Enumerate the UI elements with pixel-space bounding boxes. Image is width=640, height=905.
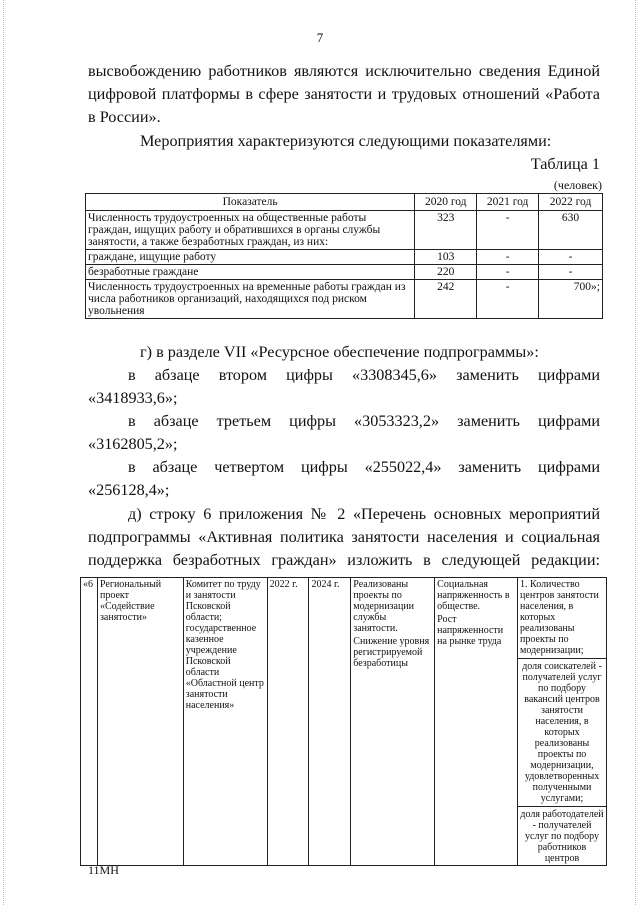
- effect-1: Социальная напряженность в обществе.: [437, 579, 510, 612]
- header-2020: 2020 год: [415, 194, 477, 211]
- replace-line-3b: «256128,4»;: [88, 481, 170, 499]
- table-header-row: [86, 194, 603, 211]
- cell-2021: -: [477, 265, 539, 280]
- intro-line-1: высвобождению работников являются исключительно сведения Единой: [88, 62, 600, 80]
- measures-line: Мероприятия характеризуются следующими показателями:: [140, 132, 552, 150]
- cell-2021: -: [477, 250, 539, 265]
- replace-line-2b: «3162805,2»;: [88, 435, 178, 453]
- replace-line-1b: «3418933,6»;: [88, 389, 178, 407]
- cell-2020: 103: [415, 250, 477, 265]
- result-2: Снижение уровня регистрируемой безработицы: [353, 636, 430, 669]
- header-2022: 2022 год: [539, 194, 603, 211]
- cell-indicator: Численность трудоустроенных на общественные работы граждан, ищущих работу и обратившихся в органы службы занятости, а также безработных граждан, из них:: [86, 211, 415, 250]
- cell-2022: 630: [539, 211, 603, 250]
- cell-2022: -: [539, 265, 603, 280]
- consequences: [435, 578, 518, 866]
- indicator-1: 1. Количество центров занятости населения, в которых реализованы проекты по модернизации;: [520, 579, 599, 656]
- replace-line-2a: в абзаце третьем цифры «3053323,2» заменить цифрами: [128, 412, 600, 430]
- replace-line-3a: в абзаце четвертом цифры «255022,4» заменить цифрами: [128, 458, 600, 476]
- start-year: 2022 г.: [267, 578, 309, 866]
- section-d-line-2: подпрограммы «Активная политика занятости населения и социальная: [88, 528, 600, 546]
- table1-unit: (человек): [553, 178, 602, 192]
- intro-line-2: цифровой платформы в сфере занятости и трудовых отношений «Работа: [88, 85, 600, 103]
- table-row: [81, 578, 607, 866]
- cell-indicator: безработные граждане: [86, 265, 415, 280]
- indicators-table: [85, 193, 603, 319]
- section-d-line-1: д) строку 6 приложения № 2 «Перечень основных мероприятий: [128, 505, 600, 523]
- indicators: [518, 578, 607, 866]
- indicator-3: доля работодателей - получателей услуг по подбору работников центров: [518, 806, 606, 864]
- scan-left-edge: [3, 0, 4, 905]
- effect-2: Рост напряженности на рынке труда: [437, 614, 504, 647]
- row-number: «6: [81, 578, 98, 866]
- executor: Комитет по труду и занятости Псковской области; государственное казенное учреждение Псковской области «Областной центр занятости населения»: [183, 578, 267, 866]
- appendix-row-6-table: [80, 577, 607, 866]
- scan-right-edge: [635, 0, 636, 905]
- section-g: г) в разделе VII «Ресурсное обеспечение подпрограммы»:: [140, 343, 539, 361]
- header-indicator: Показатель: [86, 194, 415, 211]
- table-row: [86, 250, 603, 265]
- cell-2020: 242: [415, 280, 477, 319]
- cell-indicator: Численность трудоустроенных на временные работы граждан из числа работников организаций, находящихся под риском увольнения: [86, 280, 415, 319]
- end-year: 2024 г.: [309, 578, 351, 866]
- project-name: Региональный проект «Содействие занятости»: [97, 578, 183, 866]
- intro-line-3: в России».: [88, 108, 161, 126]
- cell-2022: -: [539, 250, 603, 265]
- table-row: [86, 265, 603, 280]
- cell-indicator: граждане, ищущие работу: [86, 250, 415, 265]
- table-row: [86, 280, 603, 319]
- header-2021: 2021 год: [477, 194, 539, 211]
- table-row: [86, 211, 603, 250]
- footer-code: 11МН: [88, 863, 119, 877]
- result-1: Реализованы проекты по модернизации службы занятости.: [353, 579, 414, 634]
- section-d-line-3: поддержка безработных граждан» изложить в следующей редакции:: [88, 551, 600, 569]
- cell-2020: 220: [415, 265, 477, 280]
- replace-line-1a: в абзаце втором цифры «3308345,6» заменить цифрами: [128, 366, 600, 384]
- expected-results: [351, 578, 435, 866]
- cell-2021: -: [477, 211, 539, 250]
- table1-title: Таблица 1: [530, 155, 600, 173]
- cell-2022: 700»;: [539, 280, 603, 319]
- page-number: 7: [316, 30, 324, 45]
- indicator-2: доля соискателей - получателей услуг по подбору вакансий центров занятости населения, в которых реализованы проекты по модернизации, удовлетворенных полученными услугами;: [518, 658, 606, 804]
- cell-2021: -: [477, 280, 539, 319]
- cell-2020: 323: [415, 211, 477, 250]
